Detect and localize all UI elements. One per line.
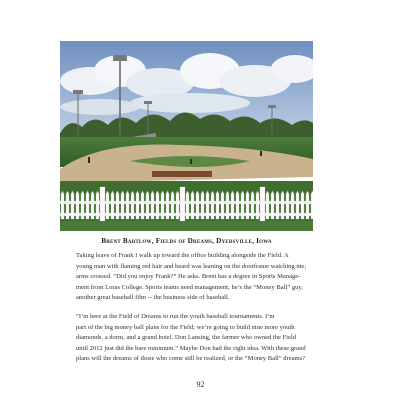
fence-picket (136, 191, 139, 219)
body-text (62, 251, 314, 365)
fence-picket (211, 191, 214, 219)
text-line: plans will the dreams of those who come still be realized, or the “Money Ball” dreams? (76, 355, 306, 363)
fence-picket (81, 191, 84, 219)
fence-picket (226, 191, 229, 219)
fence-picket (301, 191, 304, 219)
fence-picket (236, 191, 239, 219)
fence-picket (221, 191, 224, 219)
fence-picket (251, 191, 254, 219)
fence-post (100, 187, 105, 221)
fence-picket (196, 191, 199, 219)
baseball-field-photo (60, 41, 313, 231)
fence-picket (276, 191, 279, 219)
fence-picket (206, 191, 209, 219)
fence-picket (216, 191, 219, 219)
fence-picket (176, 191, 179, 219)
fence-picket (71, 191, 74, 219)
text-line: until 2012 just did the bare minimum.” Maybe Don had the right idea. With these grand (76, 344, 306, 352)
baseball-field-illustration (60, 41, 313, 231)
fence-picket (86, 191, 89, 219)
text-line: ment from Loras College. Sports teams need management; he’s the “Money Ball” guy, (76, 283, 303, 291)
fence-post (260, 187, 265, 221)
text-line: arms crossed. “Did you enjoy Frank?” He asks. Brent has a degree in Sports Manage- (76, 273, 301, 281)
fence-picket (66, 191, 69, 219)
fence-picket (141, 191, 144, 219)
fence-picket (91, 191, 94, 219)
paragraph-2 (62, 312, 314, 365)
fence-picket (286, 191, 289, 219)
photo-caption: Brent Bartlow, Fields of Dreams, Dyersville, Iowa (101, 237, 272, 245)
paragraph-1 (62, 251, 314, 304)
fence-picket (201, 191, 204, 219)
fence-picket (271, 191, 274, 219)
fence-picket (266, 191, 269, 219)
text-line: young man with flaming red hair and beard was leaning on the doorframe watching me; (76, 262, 307, 270)
fence-picket (131, 191, 134, 219)
fence-picket (146, 191, 149, 219)
text-line: another great baseball film -- the business side of baseball. (76, 294, 230, 302)
fence-picket (76, 191, 79, 219)
fence-picket (161, 191, 164, 219)
fence-picket (96, 191, 99, 219)
fence-picket (311, 191, 313, 219)
fence-post (180, 187, 185, 221)
text-line: diamonds, a dorm, and a grand hotel. Don Lansing, the farmer who owned the Field (76, 334, 296, 342)
page-number: 92 (196, 380, 205, 389)
fence-picket (296, 191, 299, 219)
fence-picket (281, 191, 284, 219)
text-line: part of the big money ball plans for the Field; we’re going to build nine more youth (76, 323, 295, 331)
fence-picket (191, 191, 194, 219)
fence-picket (121, 191, 124, 219)
fence-picket (241, 191, 244, 219)
fence-picket (61, 191, 64, 219)
fence-picket (231, 191, 234, 219)
fence-picket (106, 191, 109, 219)
fence-picket (256, 191, 259, 219)
fence-picket (171, 191, 174, 219)
fence-picket (291, 191, 294, 219)
fence-picket (111, 191, 114, 219)
fence-picket (116, 191, 119, 219)
fence-picket (151, 191, 154, 219)
fence-picket (306, 191, 309, 219)
fence-picket (156, 191, 159, 219)
fence-picket (166, 191, 169, 219)
text-line: Taking leave of Frank I walk up toward the office building alongside the Field. A (76, 252, 289, 259)
text-line: “I’m here at the Field of Dreams to run the youth baseball tournaments. I’m (76, 312, 275, 320)
fence-picket (126, 191, 129, 219)
fence-picket (186, 191, 189, 219)
fence-picket (246, 191, 249, 219)
